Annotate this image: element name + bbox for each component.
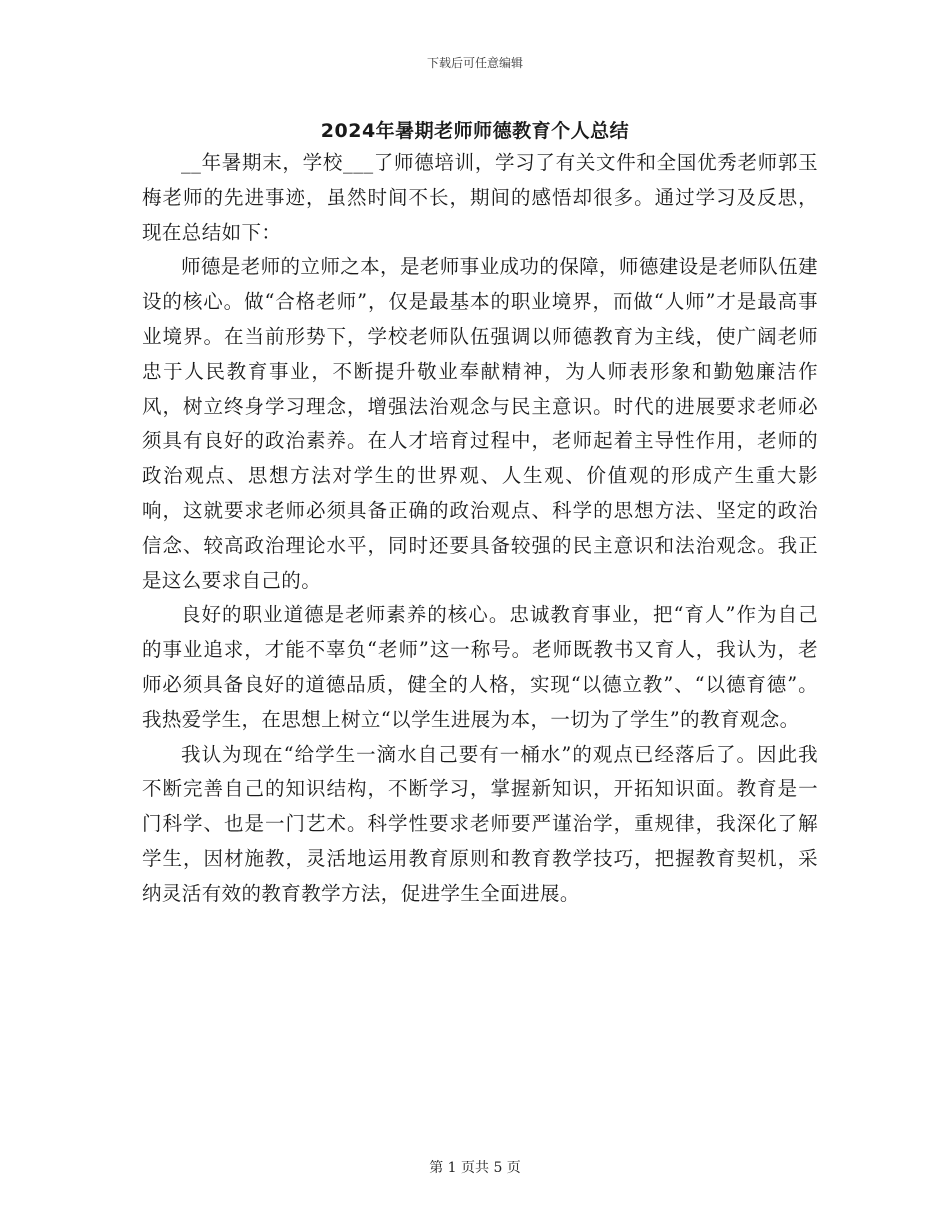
document-body xyxy=(142,146,818,912)
page-number: 第 1 页共 5 页 xyxy=(429,1160,521,1176)
paragraph-intro: __年暑期末，学校___了师德培训，学习了有关文件和全国优秀老师郭玉梅老师的先进事迹，虽然时间不长，期间的感悟却很多。通过学习及反思，现在总结如下： xyxy=(142,151,818,244)
paragraph-knowledge-structure: 我认为现在“给学生一滴水自己要有一桶水”的观点已经落后了。因此我不断完善自己的知识结构，不断学习，掌握新知识，开拓知识面。教育是一门科学、也是一门艺术。科学性要求老师要严谨治学，重规律，我深化了解学生，因材施教，灵活地运用教育原则和教育教学技巧，把握教育契机，采纳灵活有效的教育教学方法，促进学生全面进展。 xyxy=(142,742,818,905)
paragraph-teacher-ethics: 师德是老师的立师之本，是老师事业成功的保障，师德建设是老师队伍建设的核心。做“合格老师”，仅是最基本的职业境界，而做“人师”才是最高事业境界。在当前形势下，学校老师队伍强调以师德教育为主线，使广阔老师忠于人民教育事业，不断提升敬业奉献精神，为人师表形象和勤勉廉洁作风，树立终身学习理念，增强法治观念与民主意识。时代的进展要求老师必须具有良好的政治素养。在人才培育过程中，老师起着主导性作用，老师的政治观点、思想方法对学生的世界观、人生观、价值观的形成产生重大影响，这就要求老师必须具备正确的政治观点、科学的思想方法、坚定的政治信念、较高政治理论水平，同时还要具备较强的民主意识和法治观念。我正是这么要求自己的。 xyxy=(142,255,818,592)
paragraph-professional-morality: 良好的职业道德是老师素养的核心。忠诚教育事业，把“育人”作为自己的事业追求，才能不辜负“老师”这一称号。老师既教书又育人，我认为，老师必须具备良好的道德品质，健全的人格，实现“以德立教”、“以德育德”。我热爱学生，在思想上树立“以学生进展为本，一切为了学生”的教育观念。 xyxy=(142,603,818,731)
document-title: 2024年暑期老师师德教育个人总结 xyxy=(320,120,630,142)
header-note: 下载后可任意编辑 xyxy=(426,56,523,70)
